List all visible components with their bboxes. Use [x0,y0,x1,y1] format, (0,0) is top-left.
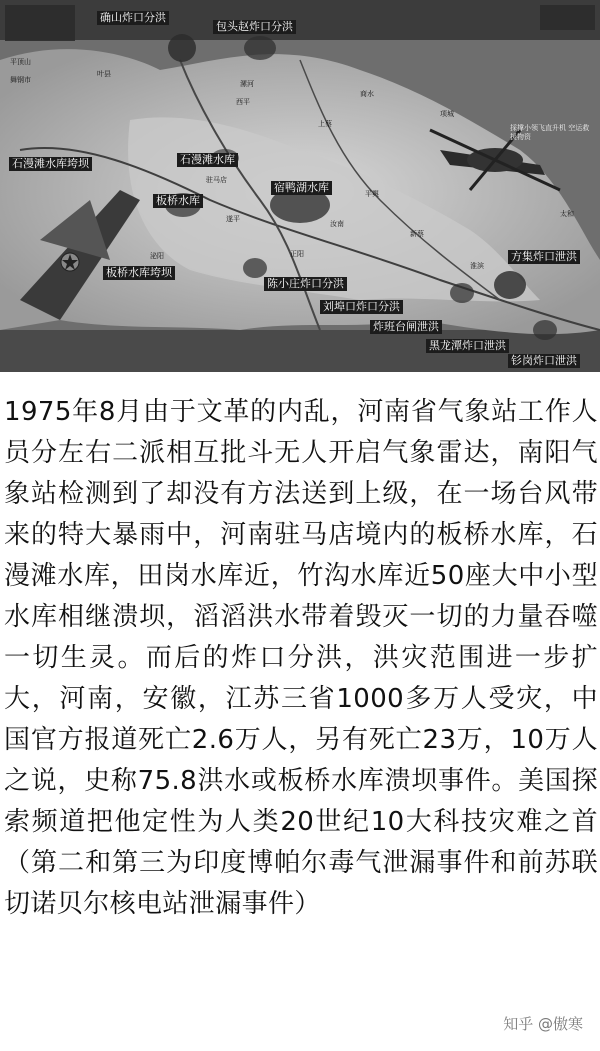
place-name: 平舆 [365,190,379,198]
place-name: 平顶山 [10,58,31,66]
article-paragraph: 1975年8月由于文革的内乱，河南省气象站工作人员分左右二派相互批斗无人开启气象雷达，南阳气象站检测到了却没有方法送到上级，在一场台风带来的特大暴雨中，河南驻马店境内的板桥水库，石漫滩水库，田岗水库近，竹沟水库近50座大中小型水库相继溃坝，滔滔洪水带着毁灭一切的力量吞噬一切生灵。而后的炸口分洪，洪灾范围进一步扩大，河南，安徽，江苏三省1000多万人受灾，中国官方报道死亡2.6万人，另有死亡23万，10万人之说，史称75.8洪水或板桥水库溃坝事件。美国探索频道把他定性为人类20世纪10大科技灾难之首（第二和第三为印度博帕尔毒气泄漏事件和前苏联切诺贝尔核电站泄漏事件） [4,397,598,919]
label-shimantan-dam: 石漫滩水库垮坝 [9,157,92,171]
place-name: 汝南 [330,220,344,228]
place-name: 叶县 [97,70,111,78]
label-queshan-blast: 确山炸口分洪 [97,11,169,25]
label-zhanggang-blast: 钐岗炸口泄洪 [508,354,580,368]
article-body [4,392,598,925]
flood-map-image [0,0,600,372]
place-name: 太和 [560,210,574,218]
label-banqiao-reservoir: 板桥水库 [153,194,203,208]
place-name: 舞钢市 [10,76,31,84]
helicopter-caption: 採撑小领飞直升机 空运救援物资 [510,124,590,141]
zhihu-watermark: 知乎 @傲寒 [500,1013,586,1034]
label-fangji-blast: 方集炸口泄洪 [508,250,580,264]
place-name: 泌阳 [150,252,164,260]
place-name: 淮滨 [470,262,484,270]
place-name: 上蔡 [318,120,332,128]
place-name: 新蔡 [410,230,424,238]
label-chenxiaozhuang-blast: 陈小庄炸口分洪 [264,277,347,291]
place-name: 漯河 [240,80,254,88]
label-heilongmiao-blast: 黑龙潭炸口泄洪 [426,339,509,353]
place-name: 商水 [360,90,374,98]
label-liudikou-blast: 刘埠口炸口分洪 [320,300,403,314]
place-name: 西平 [236,98,250,106]
label-zhaban-sluice: 炸班台闸泄洪 [370,320,442,334]
place-name: 正阳 [290,250,304,258]
place-name: 遂平 [226,215,240,223]
label-shimantan-reservoir: 石漫滩水库 [177,153,238,167]
label-suya-reservoir: 宿鸭湖水库 [271,181,332,195]
place-name: 项城 [440,110,454,118]
label-banqiao-dam: 板桥水库垮坝 [103,266,175,280]
label-baotouzhao-blast: 包头赵炸口分洪 [213,20,296,34]
place-name: 驻马店 [206,176,227,184]
